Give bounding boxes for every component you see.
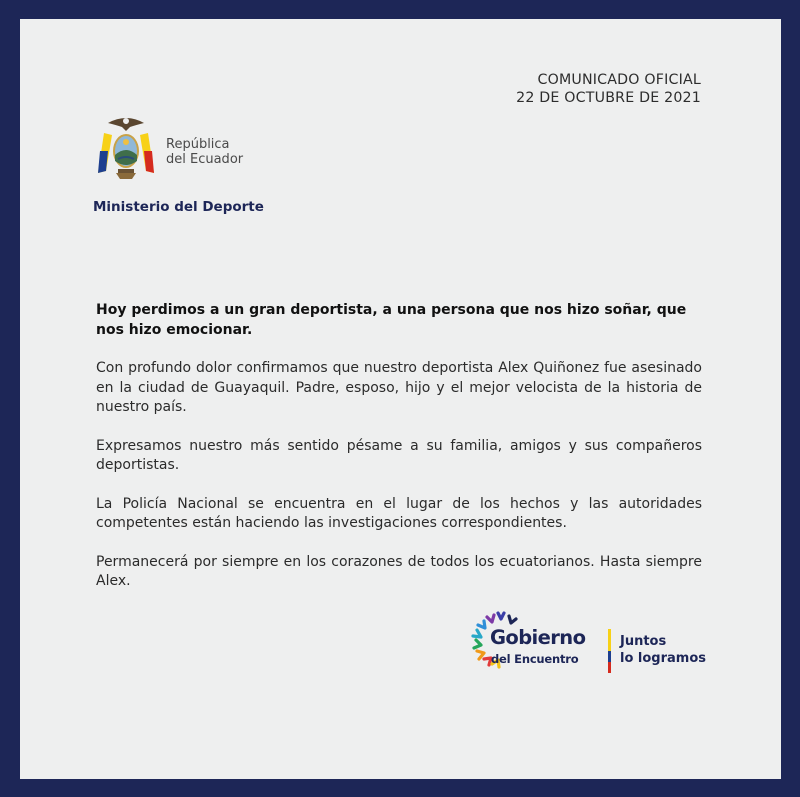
slogan — [620, 633, 706, 667]
header-date: 22 DE OCTUBRE DE 2021 — [516, 90, 701, 106]
slogan-line1: Juntos — [620, 634, 667, 649]
gobierno-word: Gobierno — [490, 626, 586, 649]
header-title: COMUNICADO OFICIAL — [537, 72, 701, 88]
paragraph-4: Permanecerá por siempre en los corazones de todos los ecuatorianos. Hasta siempre Alex. — [96, 553, 702, 589]
encuentro-word: del Encuentro — [491, 652, 579, 666]
header-block — [516, 71, 701, 107]
republic-line1: República — [166, 137, 230, 152]
lead-paragraph: Hoy perdimos a un gran deportista, a una persona que nos hizo soñar, que nos hizo emocionar. — [96, 302, 687, 338]
slogan-line2: lo logramos — [620, 651, 707, 666]
ministry-name: Ministerio del Deporte — [93, 199, 264, 215]
paragraph-2: Expresamos nuestro más sentido pésame a su familia, amigos y sus compañeros deportistas. — [96, 437, 702, 473]
ecuador-coat-of-arms-icon — [94, 111, 158, 183]
statement-body — [96, 301, 702, 611]
republic-line2: del Ecuador — [166, 152, 244, 167]
paragraph-1: Con profundo dolor confirmamos que nuestro deportista Alex Quiñonez fue asesinado en la ciudad de Guayaquil. Padre, esposo, hijo y el mejor velocista de la historia de nuestro país. — [96, 360, 702, 415]
paragraph-3: La Policía Nacional se encuentra en el lugar de los hechos y las autoridades competentes están haciendo las investigaciones correspondientes. — [96, 495, 702, 531]
republic-name — [166, 137, 243, 167]
document-sheet — [20, 19, 781, 779]
flag-divider — [608, 629, 611, 673]
